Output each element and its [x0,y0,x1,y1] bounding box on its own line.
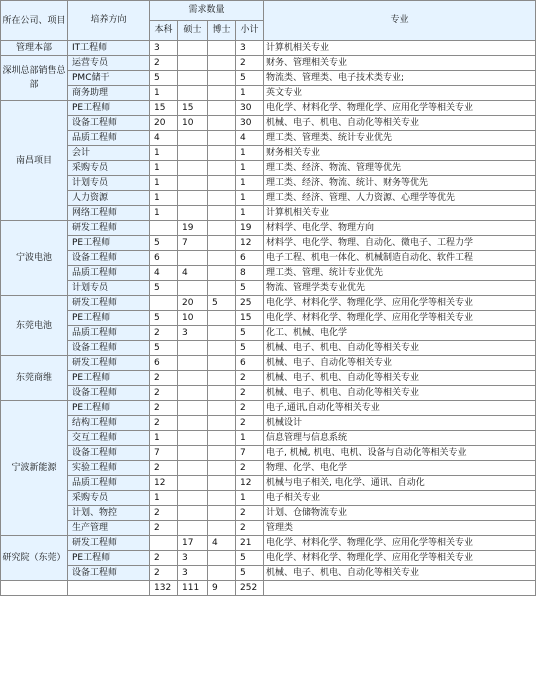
subtotal-cell: 5 [236,551,264,566]
master-cell [178,251,208,266]
master-cell [178,461,208,476]
subtotal-cell: 5 [236,281,264,296]
table-row [1,566,536,581]
master-cell [178,176,208,191]
direction-cell: 设备工程师 [68,251,150,266]
subtotal-cell: 1 [236,491,264,506]
direction-cell: 采购专员 [68,491,150,506]
direction-cell: 运营专员 [68,56,150,71]
subtotal-cell: 1 [236,206,264,221]
major-cell: 电化学、材料化学、物理化学、应用化学等相关专业 [264,101,536,116]
direction-cell: 商务助理 [68,86,150,101]
direction-cell: 设备工程师 [68,116,150,131]
doctor-cell [208,281,236,296]
direction-cell: 采购专员 [68,161,150,176]
subtotal-cell: 1 [236,431,264,446]
doctor-cell [208,446,236,461]
bachelor-cell: 2 [150,416,178,431]
subtotal-cell: 4 [236,131,264,146]
subtotal-cell: 6 [236,356,264,371]
master-cell [178,86,208,101]
major-cell: 机械、电子、机电、自动化等相关专业 [264,371,536,386]
major-cell: 计划、仓储物流专业 [264,506,536,521]
master-cell: 3 [178,551,208,566]
table-row [1,281,536,296]
direction-cell: 设备工程师 [68,446,150,461]
master-cell: 3 [178,326,208,341]
master-cell [178,431,208,446]
master-cell: 10 [178,311,208,326]
doctor-cell [208,461,236,476]
master-cell [178,386,208,401]
doctor-cell: 4 [208,536,236,551]
header-demand: 需求数量 [150,1,264,21]
master-cell [178,491,208,506]
major-cell: 信息管理与信息系统 [264,431,536,446]
subtotal-cell: 15 [236,311,264,326]
master-cell [178,56,208,71]
table-row [1,161,536,176]
header-doctor: 博士 [208,21,236,41]
table-row [1,446,536,461]
table-row [1,206,536,221]
direction-cell: 实验工程师 [68,461,150,476]
bachelor-cell: 6 [150,356,178,371]
doctor-cell [208,506,236,521]
header-company: 所在公司、项目 [1,1,68,41]
master-cell [178,356,208,371]
doctor-cell [208,521,236,536]
table-row [1,71,536,86]
totals-blank-company [1,581,68,596]
doctor-cell: 5 [208,296,236,311]
major-cell: 英文专业 [264,86,536,101]
doctor-cell [208,386,236,401]
table-row [1,86,536,101]
subtotal-cell: 2 [236,416,264,431]
bachelor-cell: 5 [150,281,178,296]
subtotal-cell: 6 [236,251,264,266]
doctor-cell [208,191,236,206]
company-cell: 宁波新能源 [1,401,68,536]
bachelor-cell: 2 [150,386,178,401]
doctor-cell [208,146,236,161]
doctor-cell [208,56,236,71]
bachelor-cell: 12 [150,476,178,491]
table-row [1,101,536,116]
doctor-cell [208,416,236,431]
doctor-cell [208,221,236,236]
doctor-cell [208,341,236,356]
major-cell: 电化学、材料化学、物理化学、应用化学等相关专业 [264,296,536,311]
direction-cell: PE工程师 [68,101,150,116]
bachelor-cell: 1 [150,161,178,176]
subtotal-cell: 5 [236,566,264,581]
direction-cell: 设备工程师 [68,341,150,356]
subtotal-cell: 3 [236,41,264,56]
doctor-cell [208,176,236,191]
doctor-cell [208,491,236,506]
company-cell: 南昌项目 [1,101,68,221]
direction-cell: PE工程师 [68,236,150,251]
direction-cell: PE工程师 [68,401,150,416]
total-master: 111 [178,581,208,596]
header-master: 硕士 [178,21,208,41]
doctor-cell [208,86,236,101]
major-cell: 物流、管理学类专业优先 [264,281,536,296]
direction-cell: 网络工程师 [68,206,150,221]
table-row [1,386,536,401]
major-cell: 理工类、经济、物流、管理等优先 [264,161,536,176]
major-cell: 理工类、管理、统计专业优先 [264,266,536,281]
bachelor-cell: 2 [150,521,178,536]
doctor-cell [208,311,236,326]
master-cell [178,206,208,221]
bachelor-cell: 1 [150,86,178,101]
direction-cell: 结构工程师 [68,416,150,431]
table-row [1,236,536,251]
doctor-cell [208,41,236,56]
master-cell: 3 [178,566,208,581]
major-cell: 电化学、材料化学、物理化学、应用化学等相关专业 [264,536,536,551]
table-row [1,536,536,551]
master-cell [178,341,208,356]
bachelor-cell: 6 [150,251,178,266]
bachelor-cell [150,536,178,551]
subtotal-cell: 1 [236,176,264,191]
doctor-cell [208,131,236,146]
subtotal-cell: 2 [236,521,264,536]
subtotal-cell: 30 [236,116,264,131]
doctor-cell [208,236,236,251]
bachelor-cell [150,296,178,311]
subtotal-cell: 30 [236,101,264,116]
table-row [1,41,536,56]
bachelor-cell: 4 [150,266,178,281]
subtotal-cell: 5 [236,341,264,356]
table-row [1,176,536,191]
master-cell: 20 [178,296,208,311]
bachelor-cell: 5 [150,71,178,86]
table-row [1,191,536,206]
major-cell: 理工类、管理类、统计专业优先 [264,131,536,146]
table-row [1,491,536,506]
totals-blank-major [264,581,536,596]
bachelor-cell: 5 [150,341,178,356]
master-cell [178,401,208,416]
table-row [1,56,536,71]
table-row [1,326,536,341]
major-cell: 计算机相关专业 [264,206,536,221]
major-cell: 材料学、电化学、物理、自动化、微电子、工程力学 [264,236,536,251]
bachelor-cell: 2 [150,566,178,581]
direction-cell: IT工程师 [68,41,150,56]
table-row [1,311,536,326]
table-row [1,551,536,566]
bachelor-cell: 2 [150,506,178,521]
table-row [1,521,536,536]
master-cell [178,281,208,296]
subtotal-cell: 12 [236,476,264,491]
bachelor-cell: 1 [150,206,178,221]
major-cell: 管理类 [264,521,536,536]
subtotal-cell: 2 [236,506,264,521]
master-cell [178,191,208,206]
major-cell: 理工类、经济、管理、人力资源、心理学等优先 [264,191,536,206]
table-row [1,506,536,521]
subtotal-cell: 21 [236,536,264,551]
major-cell: 财务相关专业 [264,146,536,161]
major-cell: 理工类、经济、物流、统计、财务等优先 [264,176,536,191]
bachelor-cell: 1 [150,176,178,191]
direction-cell: 研发工程师 [68,356,150,371]
subtotal-cell: 5 [236,326,264,341]
table-row [1,251,536,266]
doctor-cell [208,266,236,281]
major-cell: 物理、化学、电化学 [264,461,536,476]
table-row [1,356,536,371]
master-cell [178,416,208,431]
direction-cell: 交互工程师 [68,431,150,446]
totals-row [1,581,536,596]
bachelor-cell: 20 [150,116,178,131]
master-cell [178,41,208,56]
major-cell: 机械、电子、机电、自动化等相关专业 [264,386,536,401]
table-row [1,476,536,491]
direction-cell: 品质工程师 [68,266,150,281]
table-row [1,431,536,446]
subtotal-cell: 1 [236,161,264,176]
bachelor-cell: 5 [150,311,178,326]
major-cell: 机械、电子、自动化等相关专业 [264,356,536,371]
direction-cell: PE工程师 [68,311,150,326]
subtotal-cell: 2 [236,401,264,416]
subtotal-cell: 2 [236,386,264,401]
bachelor-cell: 5 [150,236,178,251]
major-cell: 机械设计 [264,416,536,431]
master-cell [178,521,208,536]
master-cell: 17 [178,536,208,551]
subtotal-cell: 7 [236,446,264,461]
company-cell: 宁波电池 [1,221,68,296]
bachelor-cell: 2 [150,551,178,566]
bachelor-cell: 1 [150,191,178,206]
table-row [1,401,536,416]
major-cell: 电化学、材料化学、物理化学、应用化学等相关专业 [264,551,536,566]
direction-cell: PMC储干 [68,71,150,86]
header-bachelor: 本科 [150,21,178,41]
company-cell: 深圳总部销售总部 [1,56,68,101]
master-cell [178,446,208,461]
doctor-cell [208,206,236,221]
direction-cell: 研发工程师 [68,221,150,236]
major-cell: 机械、电子、机电、自动化等相关专业 [264,116,536,131]
direction-cell: 研发工程师 [68,536,150,551]
master-cell: 15 [178,101,208,116]
direction-cell: 计划专员 [68,281,150,296]
major-cell: 财务、管理相关专业 [264,56,536,71]
master-cell: 4 [178,266,208,281]
company-cell: 东莞商维 [1,356,68,401]
major-cell: 化工、机械、电化学 [264,326,536,341]
doctor-cell [208,551,236,566]
table-row [1,266,536,281]
doctor-cell [208,431,236,446]
major-cell: 材料学、电化学、物理方向 [264,221,536,236]
company-cell: 管理本部 [1,41,68,56]
table-row [1,416,536,431]
doctor-cell [208,566,236,581]
major-cell: 机械、电子、机电、自动化等相关专业 [264,566,536,581]
table-row [1,131,536,146]
subtotal-cell: 8 [236,266,264,281]
table-row [1,371,536,386]
doctor-cell [208,101,236,116]
bachelor-cell [150,221,178,236]
table-row [1,221,536,236]
direction-cell: PE工程师 [68,371,150,386]
header-direction: 培养方向 [68,1,150,41]
doctor-cell [208,251,236,266]
major-cell: 电子工程、机电一体化、机械制造自动化、软件工程 [264,251,536,266]
header-subtotal: 小计 [236,21,264,41]
company-cell: 研究院（东莞） [1,536,68,581]
major-cell: 物流类、管理类、电子技术类专业; [264,71,536,86]
major-cell: 机械与电子相关, 电化学、通讯、自动化 [264,476,536,491]
direction-cell: 计划、物控 [68,506,150,521]
bachelor-cell: 1 [150,146,178,161]
bachelor-cell: 4 [150,131,178,146]
subtotal-cell: 12 [236,236,264,251]
doctor-cell [208,401,236,416]
direction-cell: PE工程师 [68,551,150,566]
totals-blank-direction [68,581,150,596]
master-cell [178,131,208,146]
doctor-cell [208,326,236,341]
direction-cell: 品质工程师 [68,131,150,146]
major-cell: 电子相关专业 [264,491,536,506]
table-row [1,461,536,476]
direction-cell: 生产管理 [68,521,150,536]
header-major: 专业 [264,1,536,41]
bachelor-cell: 2 [150,461,178,476]
bachelor-cell: 2 [150,56,178,71]
doctor-cell [208,116,236,131]
major-cell: 电子, 机械, 机电、电机、设备与自动化等相关专业 [264,446,536,461]
direction-cell: 会计 [68,146,150,161]
master-cell [178,146,208,161]
bachelor-cell: 1 [150,491,178,506]
master-cell [178,71,208,86]
direction-cell: 品质工程师 [68,326,150,341]
direction-cell: 人力资源 [68,191,150,206]
bachelor-cell: 15 [150,101,178,116]
total-subtotal: 252 [236,581,264,596]
bachelor-cell: 2 [150,371,178,386]
master-cell: 10 [178,116,208,131]
direction-cell: 品质工程师 [68,476,150,491]
subtotal-cell: 1 [236,146,264,161]
major-cell: 电化学、材料化学、物理化学、应用化学等相关专业 [264,311,536,326]
bachelor-cell: 1 [150,431,178,446]
subtotal-cell: 1 [236,86,264,101]
subtotal-cell: 2 [236,56,264,71]
bachelor-cell: 2 [150,326,178,341]
subtotal-cell: 2 [236,371,264,386]
table-body [1,41,536,596]
major-cell: 电子,通讯,自动化等相关专业 [264,401,536,416]
direction-cell: 研发工程师 [68,296,150,311]
bachelor-cell: 2 [150,401,178,416]
master-cell: 19 [178,221,208,236]
total-bachelor: 132 [150,581,178,596]
subtotal-cell: 5 [236,71,264,86]
direction-cell: 设备工程师 [68,566,150,581]
subtotal-cell: 25 [236,296,264,311]
company-cell: 东莞电池 [1,296,68,356]
doctor-cell [208,71,236,86]
subtotal-cell: 1 [236,191,264,206]
doctor-cell [208,356,236,371]
direction-cell: 设备工程师 [68,386,150,401]
major-cell: 机械、电子、机电、自动化等相关专业 [264,341,536,356]
bachelor-cell: 3 [150,41,178,56]
major-cell: 计算机相关专业 [264,41,536,56]
direction-cell: 计划专员 [68,176,150,191]
bachelor-cell: 7 [150,446,178,461]
master-cell [178,506,208,521]
table-row [1,341,536,356]
total-doctor: 9 [208,581,236,596]
master-cell [178,476,208,491]
doctor-cell [208,476,236,491]
table-row [1,146,536,161]
table-row [1,116,536,131]
doctor-cell [208,161,236,176]
doctor-cell [208,371,236,386]
subtotal-cell: 2 [236,461,264,476]
master-cell [178,371,208,386]
master-cell [178,161,208,176]
master-cell: 7 [178,236,208,251]
subtotal-cell: 19 [236,221,264,236]
table-row [1,296,536,311]
